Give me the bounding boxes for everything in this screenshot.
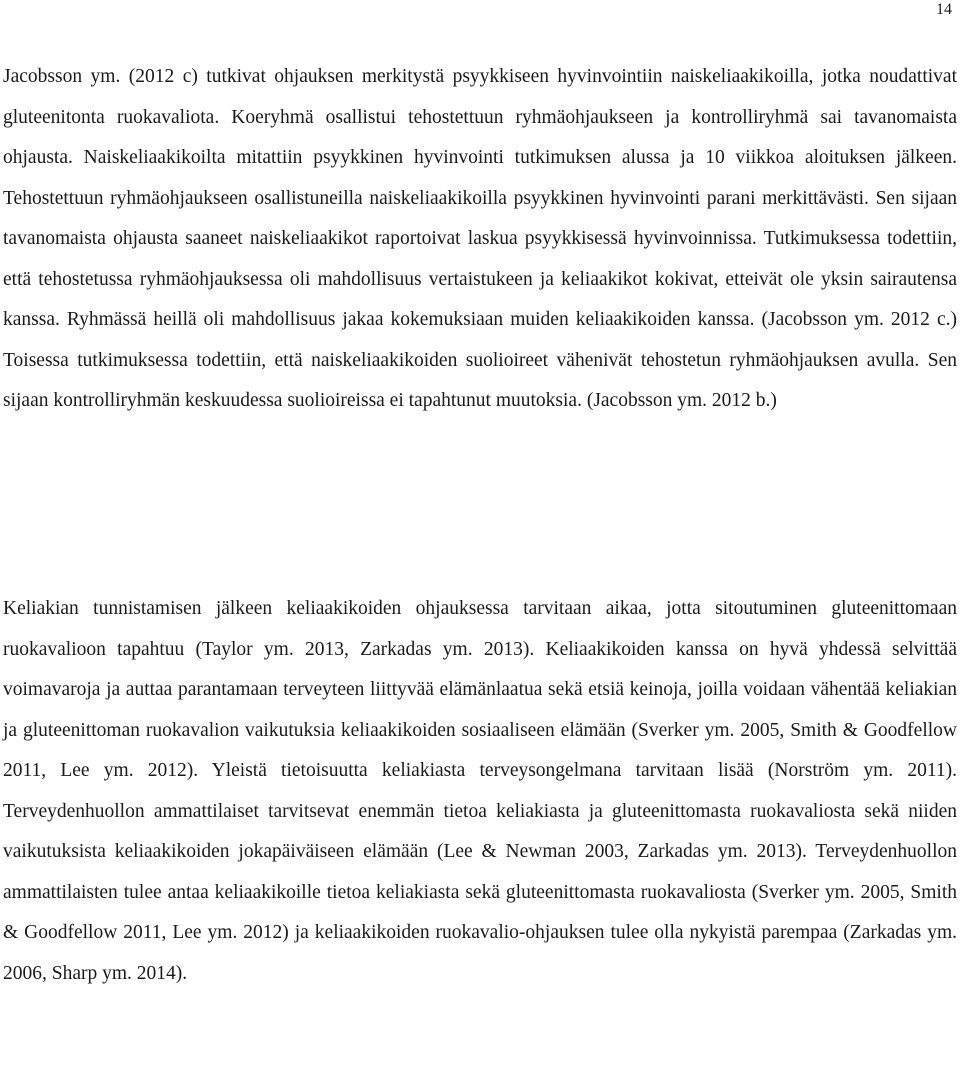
body-paragraph-1: Jacobsson ym. (2012 c) tutkivat ohjauksen merkitystä psyykkiseen hyvinvointiin naiskeliaakikoilla, jotka noudattivat gluteenitonta ruokavaliota. Koeryhmä osallistui tehostettuun ryhmäohjaukseen ja kontrolliryhmä sai tavanomaista ohjausta. Naiskeliaakikoilta mitattiin psyykkinen hyvinvointi tutkimuksen alussa ja 10 viikkoa aloituksen jälkeen. Tehostettuun ryhmäohjaukseen osallistuneilla naiskeliaakikoilla psyykkinen hyvinvointi parani merkittävästi. Sen sijaan tavanomaista ohjausta saaneet naiskeliaakikot raportoivat laskua psyykkisessä hyvinvoinnissa. Tutkimuksessa todettiin, että tehostetussa ryhmäohjauksessa oli mahdollisuus vertaistukeen ja keliaakikot kokivat, etteivät ole yksin sairautensa kanssa. Ryhmässä heillä oli mahdollisuus jakaa kokemuksiaan muiden keliaakikoiden kanssa. (Jacobsson ym. 2012 c.) Toisessa tutkimuksessa todettiin, että naiskeliaakikoiden suolioireet vähenivät tehostetun ryhmäohjauksen avulla. Sen sijaan kontrolliryhmän keskuudessa suolioireissa ei tapahtunut muutoksia. (Jacobsson ym. 2012 b.) <box>3 66 957 411</box>
page-number: 14 <box>936 1 952 18</box>
body-paragraph-2: Keliakian tunnistamisen jälkeen keliaakikoiden ohjauksessa tarvitaan aikaa, jotta sitoutuminen gluteenittomaan ruokavalioon tapahtuu (Taylor ym. 2013, Zarkadas ym. 2013). Keliaakikoiden kanssa on hyvä yhdessä selvittää voimavaroja ja auttaa parantamaan terveyteen liittyvää elämänlaatua sekä etsiä keinoja, joilla voidaan vähentää keliakian ja gluteenittoman ruokavalion vaikutuksia keliaakikoiden sosiaaliseen elämään (Sverker ym. 2005, Smith & Goodfellow 2011, Lee ym. 2012). Yleistä tietoisuutta keliakiasta terveysongelmana tarvitaan lisää (Norström ym. 2011). Terveydenhuollon ammattilaiset tarvitsevat enemmän tietoa keliakiasta ja gluteenittomasta ruokavaliosta sekä niiden vaikutuksista keliaakikoiden jokapäiväiseen elämään (Lee & Newman 2003, Zarkadas ym. 2013). Terveydenhuollon ammattilaisten tulee antaa keliaakikoille tietoa keliakiasta sekä gluteenittomasta ruokavaliosta (Sverker ym. 2005, Smith & Goodfellow 2011, Lee ym. 2012) ja keliaakikoiden ruokavalio-ohjauksen tulee olla nykyistä parempaa (Zarkadas ym. 2006, Sharp ym. 2014). <box>3 598 957 984</box>
